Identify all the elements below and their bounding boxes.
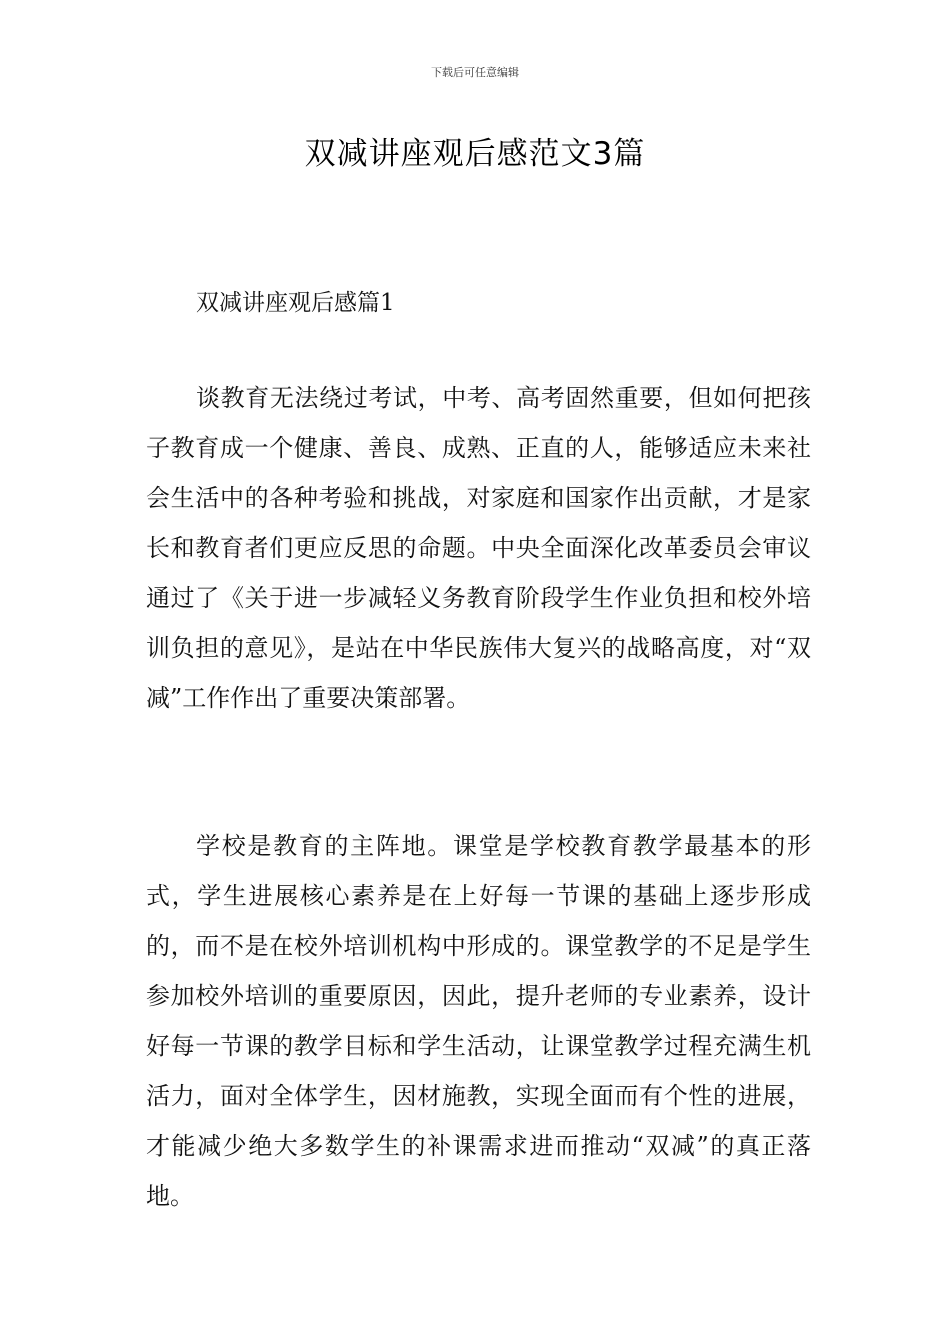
section-heading: 双减讲座观后感篇1 xyxy=(196,290,395,316)
body-paragraph-1: 谈教育无法绕过考试，中考、高考固然重要，但如何把孩子教育成一个健康、善良、成熟、正直的人，能够适应未来社会生活中的各种考验和挑战，对家庭和国家作出贡献，才是家长和教育者们更应反思的命题。中央全面深化改革委员会审议通过了《关于进一步减轻义务教育阶段学生作业负担和校外培训负担的意见》，是站在中华民族伟大复兴的战略高度，对“双减”工作作出了重要决策部署。 xyxy=(146,384,811,712)
document-title: 双减讲座观后感范文3篇 xyxy=(304,136,646,172)
body-paragraph-2: 学校是教育的主阵地。课堂是学校教育教学最基本的形式，学生进展核心素养是在上好每一节课的基础上逐步形成的，而不是在校外培训机构中形成的。课堂教学的不足是学生参加校外培训的重要原因，因此，提升老师的专业素养，设计好每一节课的教学目标和学生活动，让课堂教学过程充满生机活力，面对全体学生，因材施教，实现全面而有个性的进展，才能减少绝大多数学生的补课需求进而推动“双减”的真正落地。 xyxy=(146,832,811,1210)
header-note: 下载后可任意编辑 xyxy=(431,66,519,79)
